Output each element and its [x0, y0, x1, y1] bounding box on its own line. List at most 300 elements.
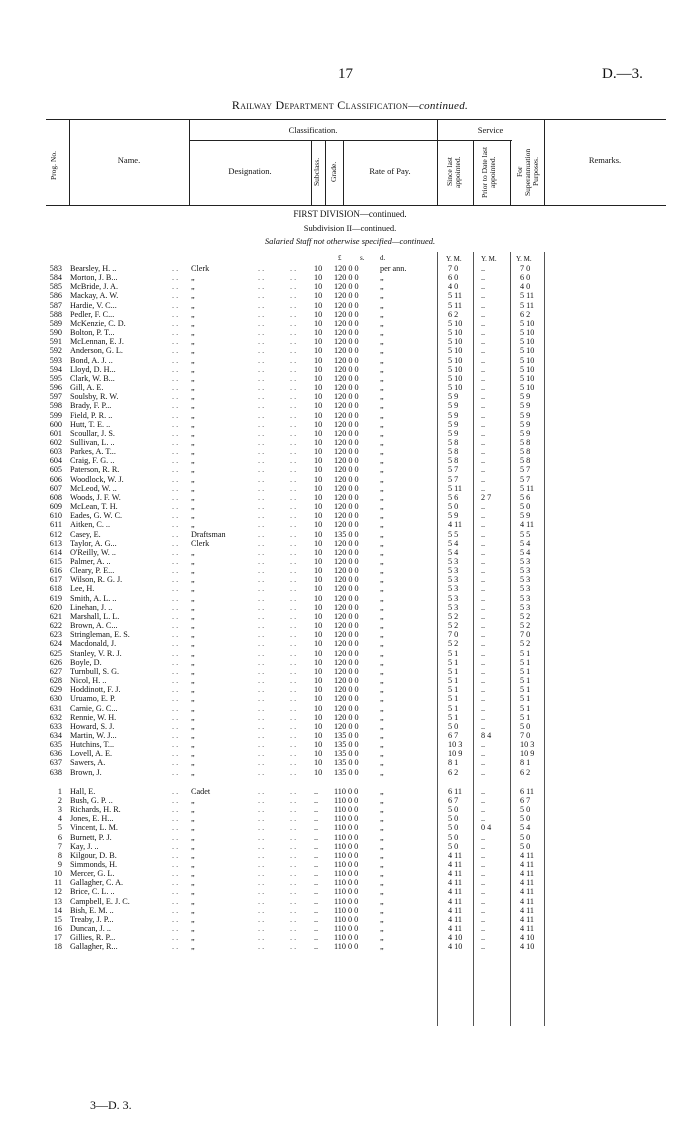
- subclass: ..: [314, 914, 319, 924]
- leader-dots: . .: [172, 924, 179, 934]
- leader-dots: . .: [258, 758, 265, 768]
- service-prior: ..: [481, 346, 486, 356]
- table-row: [0, 520, 700, 529]
- service-since: 4 11: [448, 887, 463, 897]
- service-since: 5 10: [448, 337, 463, 347]
- leader-dots: . .: [258, 887, 265, 897]
- rate-of-pay: 120 0 0: [334, 447, 359, 457]
- subclass: 10: [314, 309, 323, 319]
- rate-of-pay: 110 0 0: [334, 832, 359, 842]
- leader-dots: . .: [172, 364, 179, 374]
- service-superannuation: 10 9: [520, 749, 535, 759]
- staff-name: Hoddinott, F. J.: [70, 685, 121, 695]
- table-row: [0, 621, 700, 630]
- service-superannuation: 6 2: [520, 309, 531, 319]
- prog-no: 3: [57, 805, 62, 815]
- table-row: [0, 749, 700, 758]
- service-prior: ..: [481, 896, 486, 906]
- staff-name: Clark, W. B...: [70, 373, 115, 383]
- staff-name: Kilgour, D. B.: [70, 850, 117, 860]
- table-row: [0, 273, 700, 282]
- leader-dots: . .: [172, 814, 179, 824]
- subclass: 10: [314, 474, 323, 484]
- table-row: [0, 475, 700, 484]
- leader-dots: . .: [290, 383, 297, 393]
- service-prior: ..: [481, 749, 486, 759]
- service-prior: ..: [481, 685, 486, 695]
- service-superannuation: 4 11: [520, 896, 535, 906]
- service-prior: ..: [481, 832, 486, 842]
- designation: „: [191, 447, 195, 457]
- service-since: 5 0: [448, 841, 459, 851]
- subclass: ..: [314, 905, 319, 915]
- service-prior: ..: [481, 428, 486, 438]
- leader-dots: . .: [172, 291, 179, 301]
- service-superannuation: 5 7: [520, 474, 531, 484]
- service-superannuation: 5 3: [520, 575, 531, 585]
- service-superannuation: 5 8: [520, 437, 531, 447]
- service-prior: ..: [481, 538, 486, 548]
- prog-no: 2: [57, 795, 62, 805]
- designation: Cadet: [191, 786, 211, 796]
- staff-name: Aitken, C. ..: [70, 520, 111, 530]
- service-since: 4 10: [448, 942, 463, 952]
- subclass: 10: [314, 447, 323, 457]
- designation: „: [191, 520, 195, 530]
- rate-period: „: [380, 575, 384, 585]
- leader-dots: . .: [258, 805, 265, 815]
- leader-dots: . .: [258, 447, 265, 457]
- table-row: [0, 906, 700, 915]
- rate-period: „: [380, 437, 384, 447]
- leader-dots: . .: [258, 823, 265, 833]
- subclass: 10: [314, 318, 323, 328]
- service-superannuation: 5 0: [520, 721, 531, 731]
- leader-dots: . .: [172, 282, 179, 292]
- designation: „: [191, 419, 195, 429]
- rate-of-pay: 135 0 0: [334, 758, 359, 768]
- service-prior: ..: [481, 676, 486, 686]
- leader-dots: . .: [290, 346, 297, 356]
- subclass: ..: [314, 814, 319, 824]
- staff-name: Bearsley, H. ..: [70, 264, 117, 273]
- staff-name: Lee, H.: [70, 584, 95, 594]
- rate-period: „: [380, 758, 384, 768]
- staff-name: Brown, A. C...: [70, 621, 118, 631]
- staff-name: Field, P. R. ..: [70, 410, 113, 420]
- rate-of-pay: 110 0 0: [334, 860, 359, 869]
- subclass: 10: [314, 328, 323, 338]
- designation: „: [191, 878, 195, 888]
- service-since: 5 10: [448, 364, 463, 374]
- service-superannuation: 5 1: [520, 712, 531, 722]
- service-prior: ..: [481, 621, 486, 631]
- prog-no: 591: [49, 337, 62, 347]
- subclass: 10: [314, 621, 323, 631]
- leader-dots: . .: [290, 291, 297, 301]
- subclass: 10: [314, 602, 323, 612]
- header-prog-no: Prog. No.: [49, 151, 58, 181]
- rate-period: „: [380, 730, 384, 740]
- rate-period: „: [380, 410, 384, 420]
- staff-name: Hall, E.: [70, 786, 96, 796]
- leader-dots: . .: [172, 832, 179, 842]
- subclass: 10: [314, 584, 323, 594]
- rate-of-pay: 120 0 0: [334, 474, 359, 484]
- prog-no: 610: [49, 511, 62, 521]
- leader-dots: . .: [290, 749, 297, 759]
- leader-dots: . .: [290, 520, 297, 530]
- service-since: 5 10: [448, 383, 463, 393]
- subclass: 10: [314, 483, 323, 493]
- prog-no: 623: [49, 630, 62, 640]
- table-row: [0, 603, 700, 612]
- designation: „: [191, 410, 195, 420]
- prog-no: 634: [49, 730, 62, 740]
- prog-no: 13: [53, 896, 62, 906]
- service-superannuation: 5 1: [520, 676, 531, 686]
- staff-name: Wilson, R. G. J.: [70, 575, 123, 585]
- leader-dots: . .: [172, 264, 179, 273]
- staff-name: Jones, E. H...: [70, 814, 114, 824]
- rate-of-pay: 120 0 0: [334, 502, 359, 512]
- leader-dots: . .: [258, 474, 265, 484]
- designation: „: [191, 511, 195, 521]
- service-prior: ..: [481, 337, 486, 347]
- designation: „: [191, 474, 195, 484]
- leader-dots: . .: [258, 869, 265, 879]
- staff-name: Soulsby, R. W.: [70, 392, 119, 402]
- rate-period: „: [380, 712, 384, 722]
- table-row: [0, 356, 700, 365]
- service-prior: ..: [481, 309, 486, 319]
- prog-no: 609: [49, 502, 62, 512]
- table-row: [0, 942, 700, 951]
- subclass: 10: [314, 639, 323, 649]
- leader-dots: . .: [258, 566, 265, 576]
- prog-no: 592: [49, 346, 62, 356]
- staff-name: Paterson, R. R.: [70, 465, 120, 475]
- prog-no: 597: [49, 392, 62, 402]
- leader-dots: . .: [258, 749, 265, 759]
- service-superannuation: 7 0: [520, 630, 531, 640]
- leader-dots: . .: [172, 593, 179, 603]
- staff-name: Hardie, V. C...: [70, 300, 117, 310]
- table-row: [0, 365, 700, 374]
- leader-dots: . .: [258, 657, 265, 667]
- subclass: 10: [314, 300, 323, 310]
- service-prior: ..: [481, 639, 486, 649]
- leader-dots: . .: [258, 373, 265, 383]
- leader-dots: . .: [258, 942, 265, 952]
- leader-dots: . .: [172, 520, 179, 530]
- leader-dots: . .: [172, 392, 179, 402]
- leader-dots: . .: [290, 483, 297, 493]
- staff-name: Gillies, R. P...: [70, 933, 116, 943]
- leader-dots: . .: [172, 419, 179, 429]
- leader-dots: . .: [290, 456, 297, 466]
- rate-period: „: [380, 805, 384, 815]
- service-prior: ..: [481, 666, 486, 676]
- designation: „: [191, 805, 195, 815]
- rate-of-pay: 120 0 0: [334, 676, 359, 686]
- service-superannuation: 5 2: [520, 611, 531, 621]
- service-prior: ..: [481, 767, 486, 777]
- designation: „: [191, 869, 195, 879]
- leader-dots: . .: [172, 483, 179, 493]
- service-since: 5 9: [448, 392, 459, 402]
- leader-dots: . .: [258, 584, 265, 594]
- service-superannuation: 6 7: [520, 795, 531, 805]
- rate-of-pay: 120 0 0: [334, 557, 359, 566]
- designation: „: [191, 860, 195, 869]
- prog-no: 625: [49, 648, 62, 658]
- service-prior: ..: [481, 869, 486, 879]
- rate-period: „: [380, 666, 384, 676]
- leader-dots: . .: [172, 914, 179, 924]
- rate-period: „: [380, 419, 384, 429]
- unit-pound: £: [338, 254, 342, 262]
- leader-dots: . .: [258, 841, 265, 851]
- service-since: 6 2: [448, 767, 459, 777]
- designation: „: [191, 428, 195, 438]
- leader-dots: . .: [258, 896, 265, 906]
- leader-dots: . .: [172, 896, 179, 906]
- staff-name: Lovell, A. E.: [70, 749, 113, 759]
- rate-period: „: [380, 465, 384, 475]
- leader-dots: . .: [258, 630, 265, 640]
- rate-of-pay: 120 0 0: [334, 547, 359, 557]
- table-row: [0, 584, 700, 593]
- service-superannuation: 5 10: [520, 383, 535, 393]
- prog-no: 615: [49, 557, 62, 566]
- designation: „: [191, 924, 195, 934]
- service-superannuation: 5 1: [520, 657, 531, 667]
- subclass: 10: [314, 346, 323, 356]
- rate-of-pay: 120 0 0: [334, 291, 359, 301]
- leader-dots: . .: [172, 529, 179, 539]
- subclass: 10: [314, 703, 323, 713]
- leader-dots: . .: [172, 328, 179, 338]
- service-superannuation: 5 1: [520, 648, 531, 658]
- designation: „: [191, 694, 195, 704]
- prog-no: 15: [53, 914, 62, 924]
- leader-dots: . .: [258, 832, 265, 842]
- subclass: 10: [314, 676, 323, 686]
- footer-code: 3—D. 3.: [90, 1098, 132, 1112]
- staff-name: Brown, J.: [70, 767, 102, 777]
- staff-name: Morton, J. B...: [70, 273, 118, 283]
- prog-no: 6: [57, 832, 62, 842]
- subclass: 10: [314, 740, 323, 750]
- subclass: ..: [314, 933, 319, 943]
- table-row: [0, 539, 700, 548]
- staff-rows-cadets: [0, 787, 700, 952]
- leader-dots: . .: [258, 419, 265, 429]
- leader-dots: . .: [290, 328, 297, 338]
- leader-dots: . .: [258, 264, 265, 273]
- service-superannuation: 5 11: [520, 483, 535, 493]
- designation: „: [191, 850, 195, 860]
- prog-no: 617: [49, 575, 62, 585]
- rate-of-pay: 120 0 0: [334, 383, 359, 393]
- leader-dots: . .: [290, 860, 297, 869]
- service-superannuation: 5 1: [520, 666, 531, 676]
- service-since: 5 3: [448, 575, 459, 585]
- rate-period: „: [380, 483, 384, 493]
- rate-period: „: [380, 869, 384, 879]
- service-superannuation: 5 3: [520, 557, 531, 566]
- prog-no: 586: [49, 291, 62, 301]
- subclass: 10: [314, 465, 323, 475]
- staff-name: Gallagher, R...: [70, 942, 118, 952]
- row-gap: [0, 777, 700, 787]
- service-since: 5 10: [448, 328, 463, 338]
- subclass: 10: [314, 502, 323, 512]
- service-since: 10 3: [448, 740, 463, 750]
- leader-dots: . .: [290, 869, 297, 879]
- rate-period: „: [380, 860, 384, 869]
- subclass: ..: [314, 841, 319, 851]
- rate-period: „: [380, 878, 384, 888]
- service-since: 5 1: [448, 712, 459, 722]
- designation: „: [191, 575, 195, 585]
- leader-dots: . .: [290, 309, 297, 319]
- staff-name: Hutchins, T...: [70, 740, 115, 750]
- service-since: 5 3: [448, 557, 459, 566]
- table-row: [0, 676, 700, 685]
- prog-no: 585: [49, 282, 62, 292]
- subclass: 10: [314, 767, 323, 777]
- designation: „: [191, 392, 195, 402]
- staff-name: Taylor, A. G...: [70, 538, 117, 548]
- rate-period: „: [380, 676, 384, 686]
- table-row: [0, 328, 700, 337]
- rate-of-pay: 120 0 0: [334, 492, 359, 502]
- service-superannuation: 5 10: [520, 373, 535, 383]
- prog-no: 635: [49, 740, 62, 750]
- rate-of-pay: 120 0 0: [334, 630, 359, 640]
- leader-dots: . .: [290, 703, 297, 713]
- leader-dots: . .: [258, 428, 265, 438]
- leader-dots: . .: [258, 337, 265, 347]
- rate-of-pay: 110 0 0: [334, 841, 359, 851]
- leader-dots: . .: [172, 721, 179, 731]
- designation: „: [191, 721, 195, 731]
- rate-of-pay: 120 0 0: [334, 456, 359, 466]
- prog-no: 632: [49, 712, 62, 722]
- rate-period: „: [380, 648, 384, 658]
- service-prior: ..: [481, 878, 486, 888]
- staff-name: Carnie, G. C...: [70, 703, 118, 713]
- leader-dots: . .: [172, 703, 179, 713]
- leader-dots: . .: [172, 740, 179, 750]
- service-prior: ..: [481, 529, 486, 539]
- service-prior: ..: [481, 611, 486, 621]
- rate-period: „: [380, 749, 384, 759]
- service-superannuation: 4 11: [520, 914, 535, 924]
- prog-no: 622: [49, 621, 62, 631]
- table-row: [0, 933, 700, 942]
- leader-dots: . .: [290, 502, 297, 512]
- table-row: [0, 612, 700, 621]
- leader-dots: . .: [172, 456, 179, 466]
- leader-dots: . .: [290, 538, 297, 548]
- service-since: 7 0: [448, 630, 459, 640]
- title-suffix: continued.: [418, 100, 469, 112]
- leader-dots: . .: [172, 878, 179, 888]
- leader-dots: . .: [258, 905, 265, 915]
- prog-no: 600: [49, 419, 62, 429]
- subclass: 10: [314, 566, 323, 576]
- service-superannuation: 5 0: [520, 832, 531, 842]
- prog-no: 603: [49, 447, 62, 457]
- leader-dots: . .: [290, 547, 297, 557]
- leader-dots: . .: [258, 639, 265, 649]
- staff-name: Woods, J. F. W.: [70, 492, 121, 502]
- leader-dots: . .: [258, 593, 265, 603]
- leader-dots: . .: [258, 721, 265, 731]
- rate-period: „: [380, 529, 384, 539]
- subclass: 10: [314, 364, 323, 374]
- service-superannuation: 6 2: [520, 767, 531, 777]
- service-prior: ..: [481, 456, 486, 466]
- rate-period: „: [380, 373, 384, 383]
- designation: „: [191, 887, 195, 897]
- designation: „: [191, 437, 195, 447]
- subclass: 10: [314, 593, 323, 603]
- service-prior: 0 4: [481, 823, 492, 833]
- rule-group: [189, 140, 512, 141]
- service-since: 5 1: [448, 703, 459, 713]
- leader-dots: . .: [172, 337, 179, 347]
- table-row: [0, 685, 700, 694]
- table-row: [0, 704, 700, 713]
- header-rate: Rate of Pay.: [369, 166, 411, 176]
- prog-no: 630: [49, 694, 62, 704]
- leader-dots: . .: [172, 942, 179, 952]
- service-since: 6 7: [448, 795, 459, 805]
- subclass: 10: [314, 456, 323, 466]
- table-row: [0, 493, 700, 502]
- service-superannuation: 5 10: [520, 346, 535, 356]
- designation: „: [191, 666, 195, 676]
- designation: „: [191, 814, 195, 824]
- service-superannuation: 5 9: [520, 511, 531, 521]
- designation: „: [191, 557, 195, 566]
- rate-of-pay: 120 0 0: [334, 355, 359, 365]
- prog-no: 602: [49, 437, 62, 447]
- service-superannuation: 5 4: [520, 547, 531, 557]
- leader-dots: . .: [258, 860, 265, 869]
- leader-dots: . .: [172, 887, 179, 897]
- leader-dots: . .: [290, 529, 297, 539]
- leader-dots: . .: [290, 648, 297, 658]
- subclass: ..: [314, 832, 319, 842]
- staff-name: Woodlock, W. J.: [70, 474, 124, 484]
- service-prior: ..: [481, 786, 486, 796]
- leader-dots: . .: [290, 318, 297, 328]
- service-superannuation: 5 10: [520, 355, 535, 365]
- leader-dots: . .: [172, 511, 179, 521]
- leader-dots: . .: [172, 860, 179, 869]
- leader-dots: . .: [172, 694, 179, 704]
- subclass: 10: [314, 373, 323, 383]
- staff-name: Parkes, A. T...: [70, 447, 116, 457]
- leader-dots: . .: [258, 666, 265, 676]
- leader-dots: . .: [290, 447, 297, 457]
- leader-dots: . .: [172, 749, 179, 759]
